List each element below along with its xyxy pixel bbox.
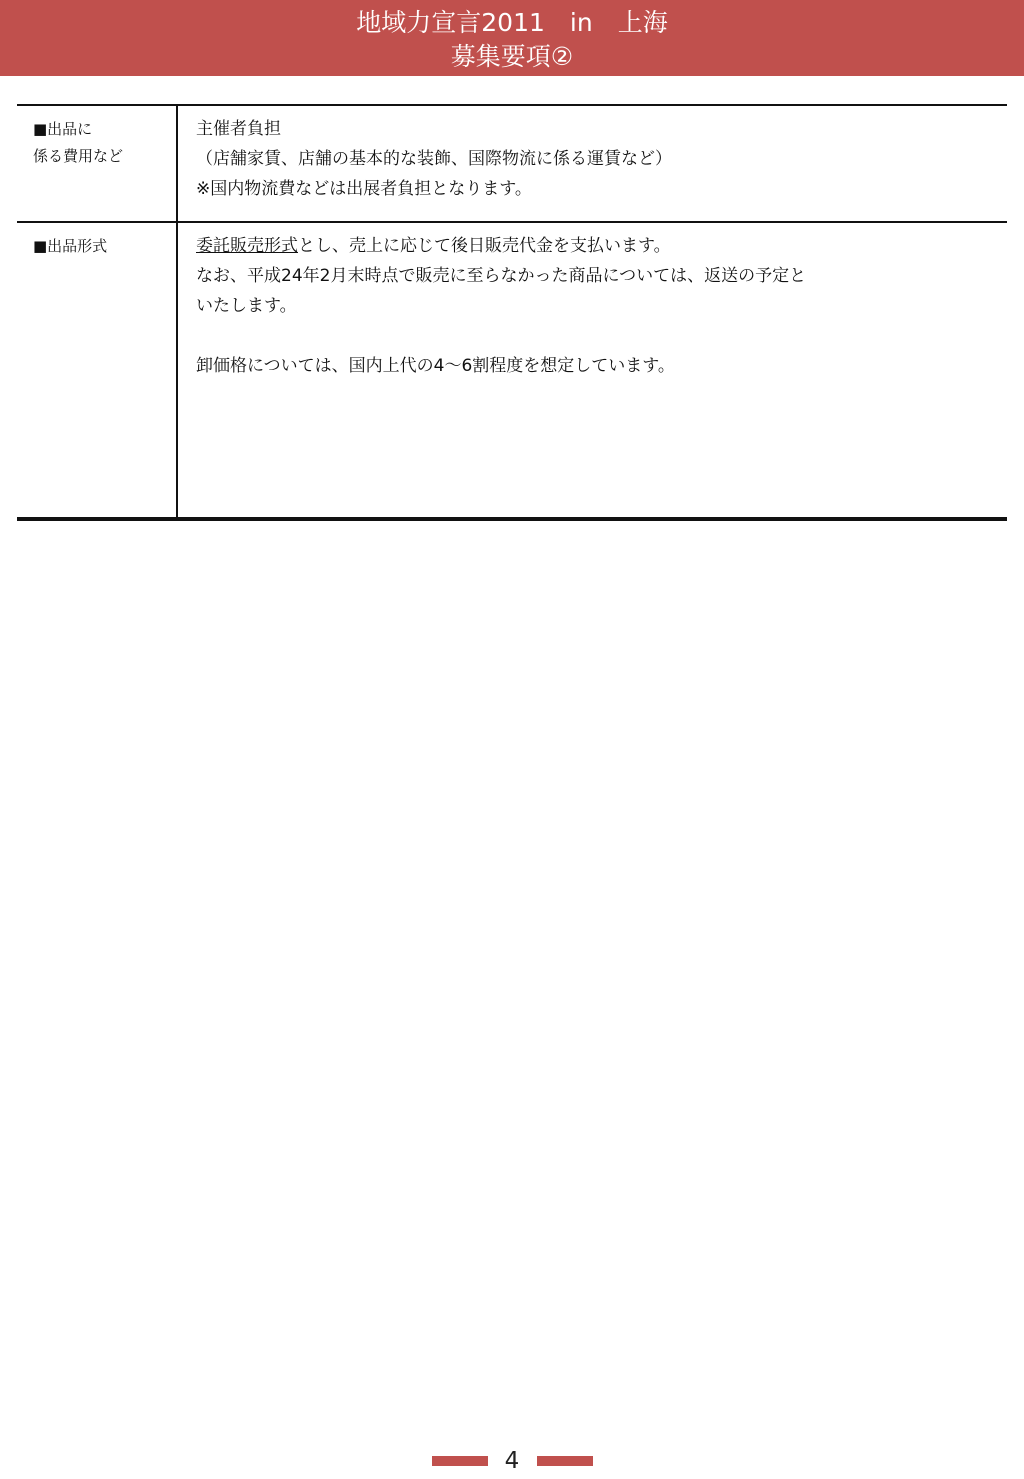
label-line: ■出品形式	[33, 237, 108, 255]
page-number: 4	[504, 1448, 520, 1474]
content-line-rest: とし、売上に応じて後日販売代金を支払います。	[298, 236, 671, 256]
label-line: ■出品に	[33, 120, 93, 138]
underlined-term: 委託販売形式	[196, 236, 298, 256]
label-line: 係る費用など	[33, 147, 124, 165]
row-content-format	[177, 222, 1007, 519]
paragraph-gap	[196, 321, 1007, 351]
footer-bar-left	[432, 1456, 488, 1466]
table-row-cost	[17, 105, 1007, 222]
header-subtitle: 募集要項②	[450, 42, 574, 71]
table-row-format	[17, 222, 1007, 519]
content-line-first	[196, 231, 1007, 261]
row-label-format	[17, 222, 177, 519]
content-line: ※国内物流費などは出展者負担となります。	[196, 179, 532, 199]
content-line: なお、平成24年2月末時点で販売に至らなかった商品については、返送の予定と	[196, 266, 807, 286]
info-table	[17, 104, 1007, 521]
header-title: 地域力宣言2011 in 上海	[356, 8, 668, 37]
content-line: （店舗家賃、店舗の基本的な装飾、国際物流に係る運賃など）	[196, 149, 672, 169]
page-header	[0, 0, 1024, 76]
content-line: 卸価格については、国内上代の4～6割程度を想定しています。	[196, 356, 675, 376]
row-label-cost	[17, 105, 177, 222]
row-content-cost	[177, 105, 1007, 222]
content-line: 主催者負担	[196, 119, 281, 139]
footer-bar-right	[537, 1456, 593, 1466]
content-line: いたします。	[196, 296, 297, 316]
page-footer	[0, 1444, 1024, 1478]
